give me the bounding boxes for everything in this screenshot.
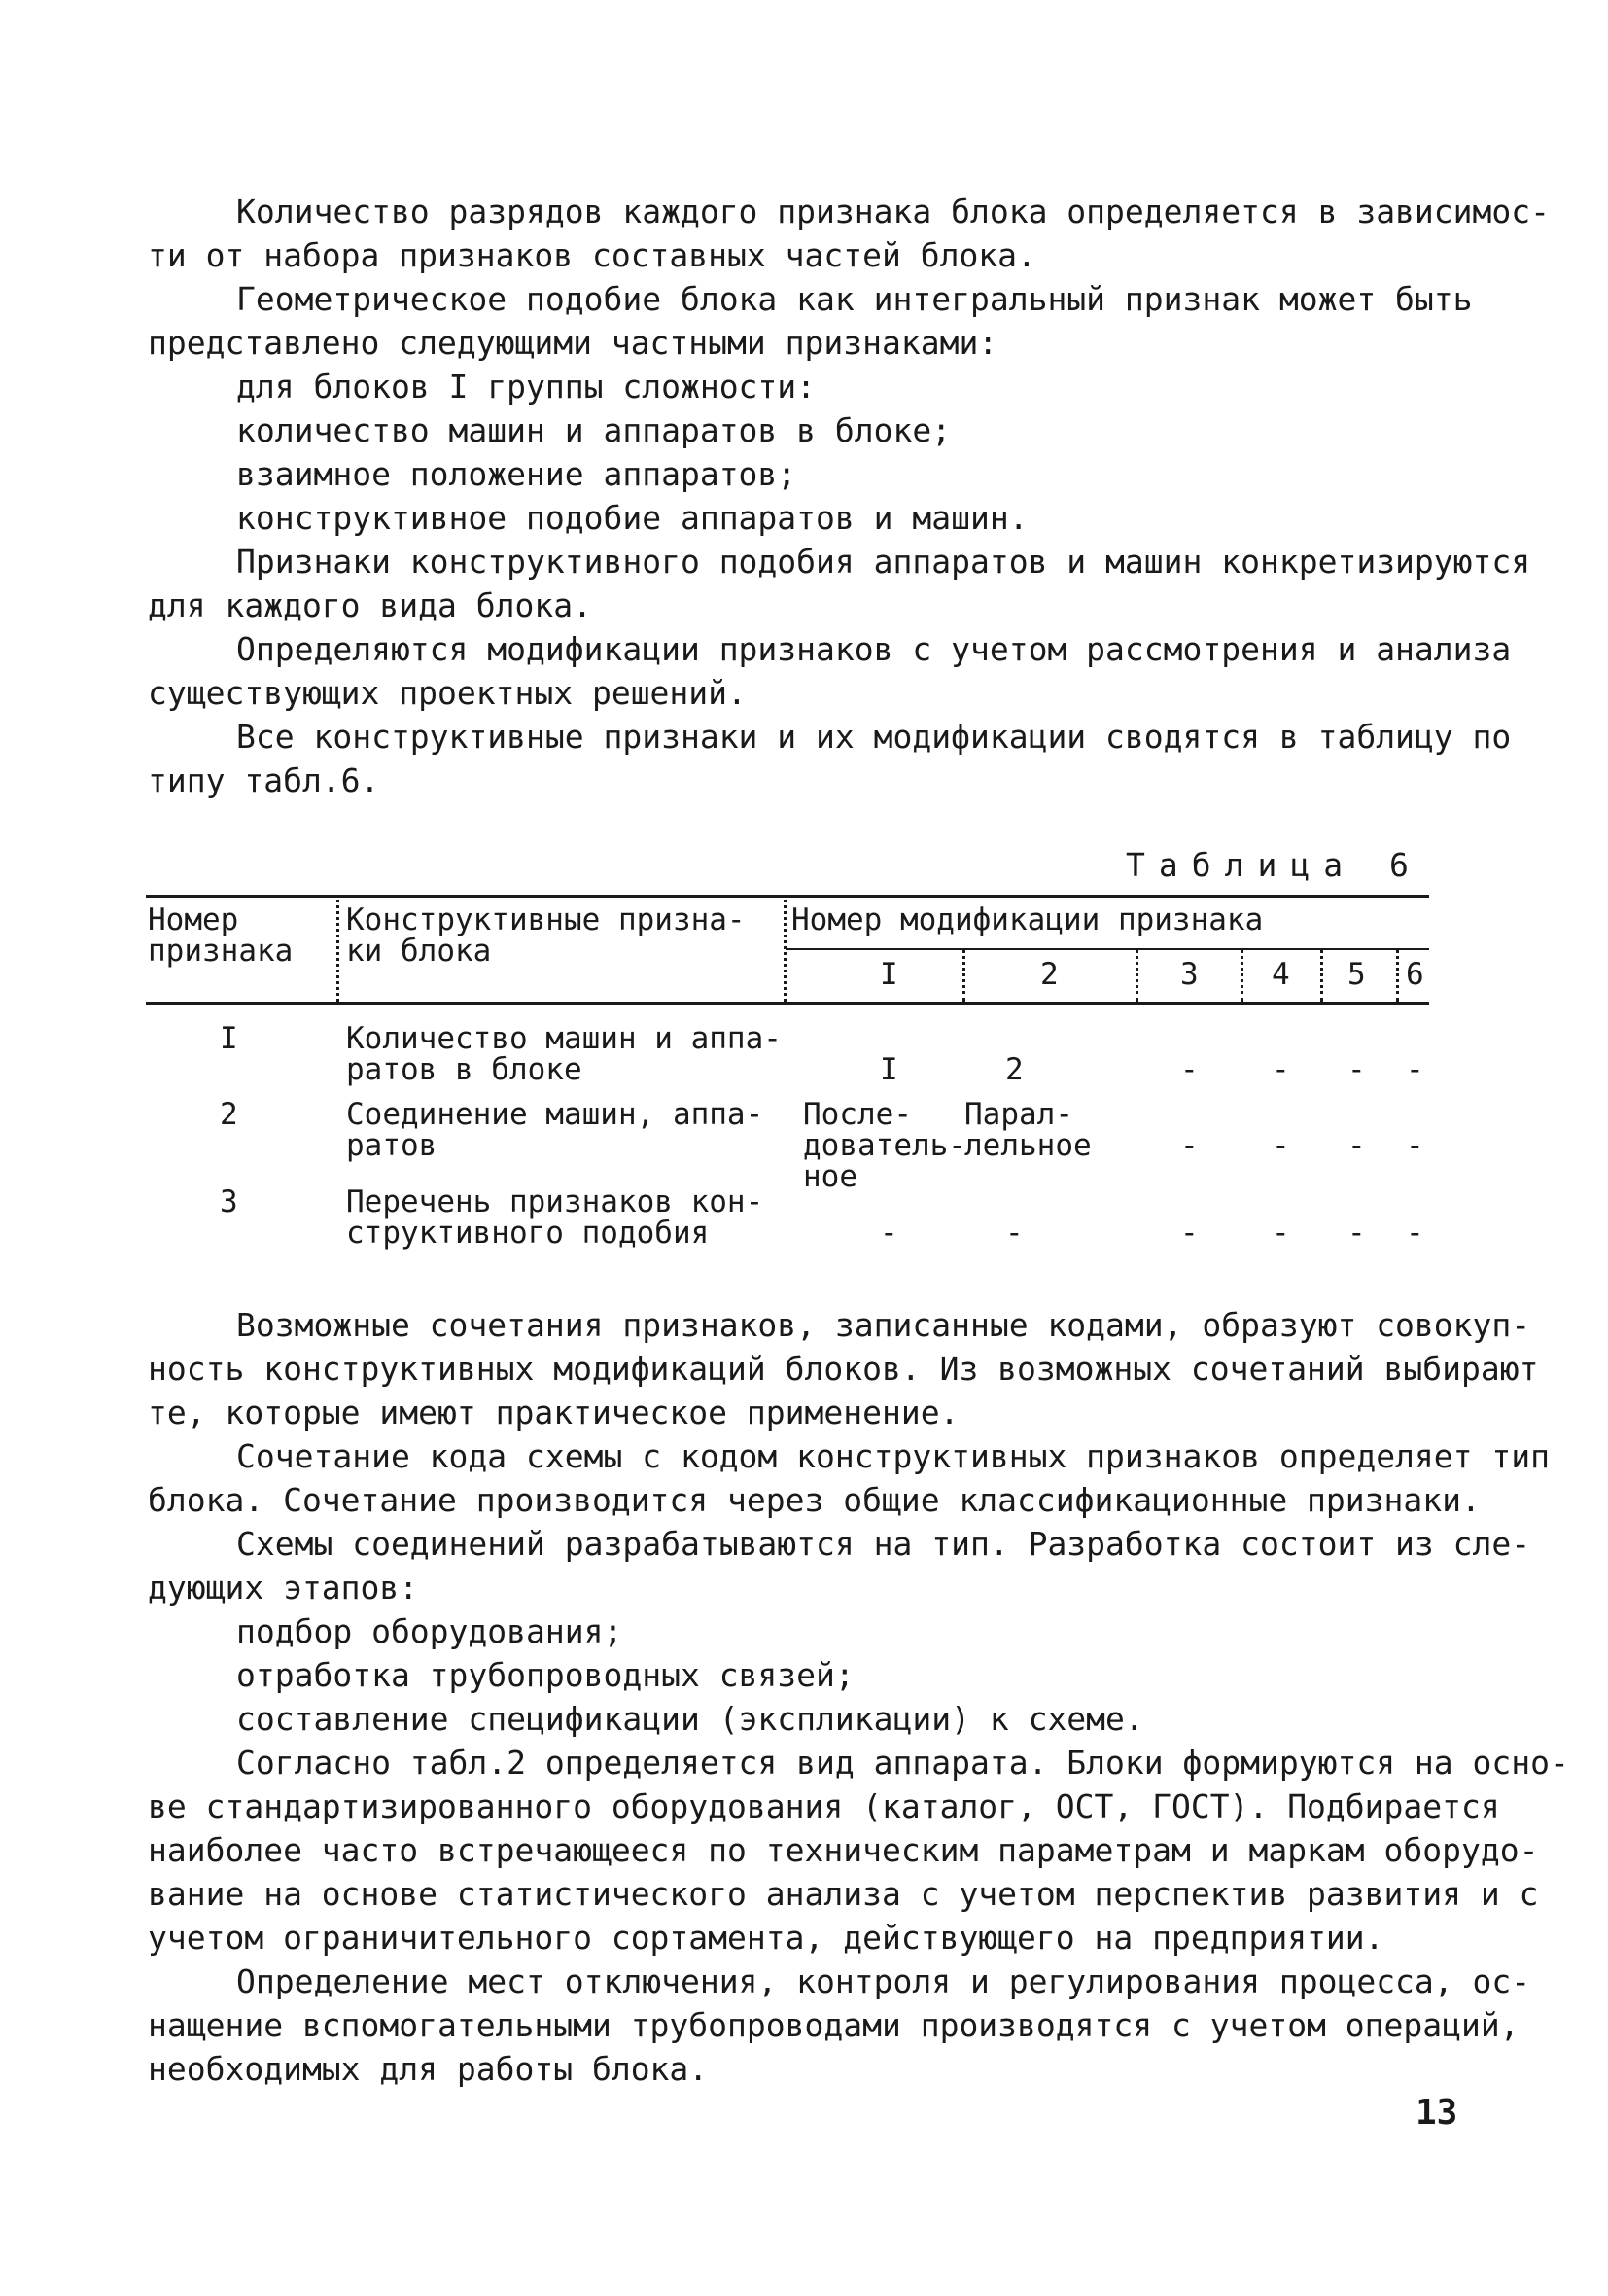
row-feature: Соединение машин, аппа- ратов (346, 1097, 764, 1163)
header-mod: 5 (1347, 957, 1366, 992)
text-line: необходимых для работы блока. (148, 2050, 709, 2088)
row-feature: Перечень признаков кон- структивного подобия (346, 1184, 764, 1251)
table-header-rule (146, 1002, 1429, 1005)
column-separator (1136, 949, 1138, 1002)
column-separator (336, 895, 339, 1002)
text-line: Геометрическое подобие блока как интегральный признак может быть (236, 280, 1473, 318)
table-header-subrule (786, 948, 1429, 950)
row-mod-value: - (1272, 1052, 1290, 1087)
text-line: те, которые имеют практическое применение. (148, 1394, 960, 1431)
header-number: Номер признака (148, 902, 294, 969)
row-mod-value: I (880, 1052, 898, 1087)
header-mod: 6 (1406, 957, 1424, 992)
text-line: конструктивное подобие аппаратов и машин. (236, 499, 1029, 537)
header-modification-group: Номер модификации признака (791, 902, 1264, 937)
page-number: 13 (1416, 2093, 1458, 2133)
text-line: Возможные сочетания признаков, записанные кодами, образуют совокуп- (236, 1306, 1531, 1344)
row-mod-value: Парал- лельное (964, 1097, 1092, 1163)
row-mod-value: - (1272, 1128, 1290, 1163)
paragraph-5 (148, 715, 1512, 802)
row-mod-value: - (1180, 1052, 1199, 1087)
text-line: Количество разрядов каждого признака блока определяется в зависимос- (236, 193, 1551, 230)
paragraph-4 (148, 627, 1512, 715)
column-separator (1241, 949, 1243, 1002)
list-item (148, 452, 1470, 496)
text-line: дующих этапов: (148, 1569, 419, 1607)
header-mod: 2 (1040, 957, 1059, 992)
row-mod-value: После- дователь- ное (803, 1097, 966, 1194)
text-line: Признаки конструктивного подобия аппаратов и машин конкретизируются (236, 543, 1531, 581)
paragraph-3 (148, 540, 1531, 627)
row-number: 2 (220, 1097, 238, 1132)
header-mod: I (880, 957, 898, 992)
column-separator (1320, 949, 1323, 1002)
text-line: составление спецификации (экспликации) к схеме. (236, 1700, 1144, 1738)
text-line: Определяются модификации признаков с учетом рассмотрения и анализа (236, 630, 1512, 668)
text-line: существующих проектных решений. (148, 674, 747, 712)
row-mod-value: 2 (1005, 1052, 1024, 1087)
text-line: подбор оборудования; (236, 1612, 623, 1650)
paragraph-9 (148, 1741, 1569, 1960)
row-mod-value: - (1005, 1216, 1024, 1251)
row-mod-value: - (1180, 1216, 1199, 1251)
paragraph-1 (148, 190, 1551, 277)
paragraph-8 (148, 1522, 1531, 1609)
text-line: Определение мест отключения, контроля и регулирования процесса, ос- (236, 1962, 1531, 2000)
text-line: Согласно табл.2 определяется вид аппарата. Блоки формируются на осно- (236, 1744, 1569, 1782)
text-line: отработка трубопроводных связей; (236, 1656, 855, 1694)
text-line: представлено следующими частными признаками: (148, 324, 998, 362)
row-number: 3 (220, 1184, 238, 1219)
header-mod: 4 (1272, 957, 1290, 992)
text-line: Сочетание кода схемы с кодом конструктивных признаков определяет тип (236, 1437, 1551, 1475)
text-line: ве стандартизированного оборудования (каталог, ОСТ, ГОСТ). Подбирается (148, 1787, 1500, 1825)
text-line: вание на основе статистического анализа с учетом перспектив развития и с (148, 1875, 1539, 1913)
list-item (148, 1653, 1470, 1697)
list-item (148, 365, 1470, 408)
list-item (148, 408, 1470, 452)
text-line: количество машин и аппаратов в блоке; (236, 411, 952, 449)
row-mod-value: - (1272, 1216, 1290, 1251)
row-mod-value: - (1406, 1052, 1424, 1087)
row-mod-value: - (1406, 1128, 1424, 1163)
text-line: учетом ограничительного сортамента, действующего на предприятии. (148, 1919, 1384, 1957)
text-line: Схемы соединений разрабатываются на тип. Разработка состоит из сле- (236, 1525, 1531, 1563)
text-line: нащение вспомогательными трубопроводами производятся с учетом операций, (148, 2006, 1520, 2044)
row-mod-value: - (1347, 1216, 1366, 1251)
list-item (148, 1609, 1470, 1653)
text-line: для блоков I группы сложности: (236, 368, 817, 406)
header-feature: Конструктивные призна- ки блока (346, 902, 746, 969)
row-mod-value: - (1180, 1128, 1199, 1163)
text-line: для каждого вида блока. (148, 586, 592, 624)
row-number: I (220, 1021, 238, 1056)
text-line: блока. Сочетание производится через общие классификационные признаки. (148, 1481, 1481, 1519)
text-line: взаимное положение аппаратов; (236, 455, 797, 493)
row-mod-value: - (1347, 1052, 1366, 1087)
text-line: ти от набора признаков составных частей блока. (148, 236, 1036, 274)
text-line: Все конструктивные признаки и их модификации сводятся в таблицу по (236, 718, 1512, 756)
column-separator (784, 895, 787, 1002)
header-mod: 3 (1180, 957, 1199, 992)
features-table (146, 895, 1429, 1284)
row-mod-value: - (1347, 1128, 1366, 1163)
row-feature: Количество машин и аппа- ратов в блоке (346, 1021, 782, 1087)
text-line: ность конструктивных модификаций блоков. Из возможных сочетаний выбирают (148, 1350, 1539, 1388)
paragraph-6 (148, 1303, 1539, 1434)
text-line: наиболее часто встречающееся по техническим параметрам и маркам оборудо- (148, 1831, 1539, 1869)
list-item (148, 496, 1470, 540)
text-line: типу табл.6. (148, 761, 380, 799)
row-mod-value: - (880, 1216, 898, 1251)
table-caption: Таблица 6 (1126, 846, 1422, 884)
column-separator (962, 949, 965, 1002)
row-mod-value: - (1406, 1216, 1424, 1251)
column-separator (1396, 949, 1399, 1002)
paragraph-7 (148, 1434, 1551, 1522)
list-item (148, 1697, 1470, 1741)
paragraph-10 (148, 1960, 1531, 2091)
paragraph-2 (148, 277, 1473, 365)
